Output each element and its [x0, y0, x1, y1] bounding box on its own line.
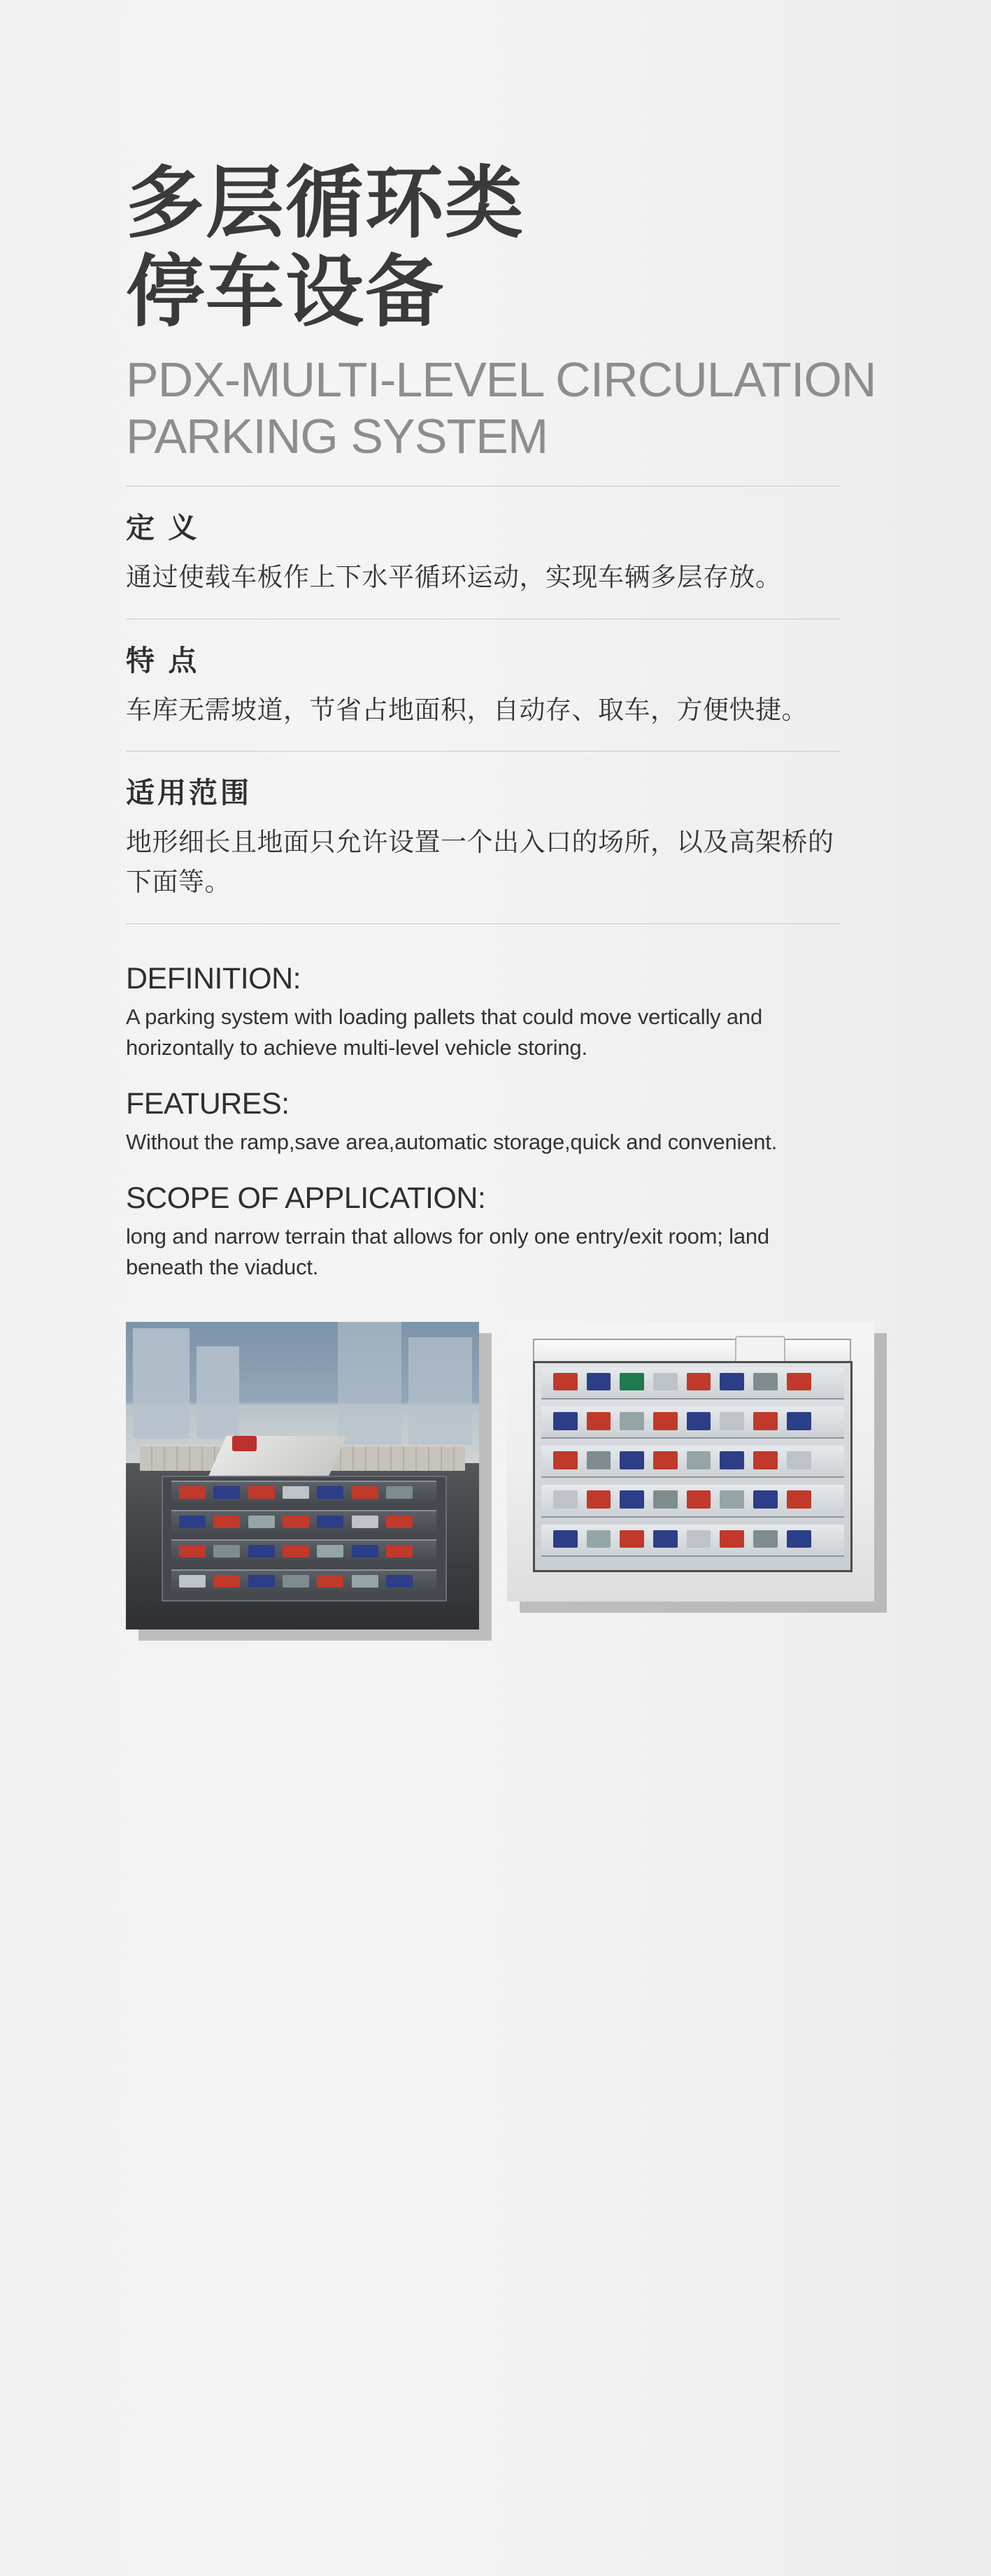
section-definition-en	[126, 962, 878, 1063]
section-scope-en	[126, 1181, 878, 1283]
photo-underground-parking	[126, 1322, 479, 1629]
parking-pit	[162, 1476, 447, 1602]
page-title-en: PDX-MULTI-LEVEL CIRCULATION PARKING SYSTEM	[126, 352, 876, 464]
section-features-cn	[126, 638, 878, 730]
section-scope-cn	[126, 770, 878, 902]
section-heading: DEFINITION:	[126, 961, 301, 995]
section-heading: FEATURES:	[126, 1086, 290, 1121]
divider	[126, 486, 841, 487]
poster-content	[126, 0, 878, 1657]
section-features-en	[126, 1087, 878, 1158]
section-body: Without the ramp,save area,automatic storage,quick and convenient.	[126, 1129, 778, 1154]
photo-cutaway-structure	[507, 1322, 874, 1602]
section-body: 通过使载车板作上下水平循环运动，实现车辆多层存放。	[126, 563, 782, 592]
section-heading: 适用范围	[126, 776, 252, 809]
render-scene-cutaway	[507, 1322, 874, 1602]
page-title-cn-line2: 停车设备	[126, 248, 445, 336]
section-heading: SCOPE OF APPLICATION:	[126, 1181, 486, 1215]
section-body: long and narrow terrain that allows for only one entry/exit room; land beneath the viaduct.	[126, 1223, 769, 1279]
render-scene-outdoor	[126, 1322, 479, 1629]
section-body: 车库无需坡道，节省占地面积，自动存、取车，方便快捷。	[126, 695, 808, 724]
divider	[126, 923, 841, 924]
section-body: 地形细长且地面只允许设置一个出入口的场所，以及高架桥的下面等。	[126, 827, 834, 897]
section-body: A parking system with loading pallets that could move vertically and horizontally to achieve multi-level vehicle storing.	[126, 1004, 762, 1060]
page-title-cn-line1: 多层循环类	[126, 159, 525, 247]
parking-structure	[533, 1361, 853, 1572]
image-gallery	[126, 1322, 878, 1657]
section-heading: 特 点	[126, 644, 200, 677]
section-heading: 定 义	[126, 512, 200, 545]
section-definition-cn	[126, 505, 878, 597]
